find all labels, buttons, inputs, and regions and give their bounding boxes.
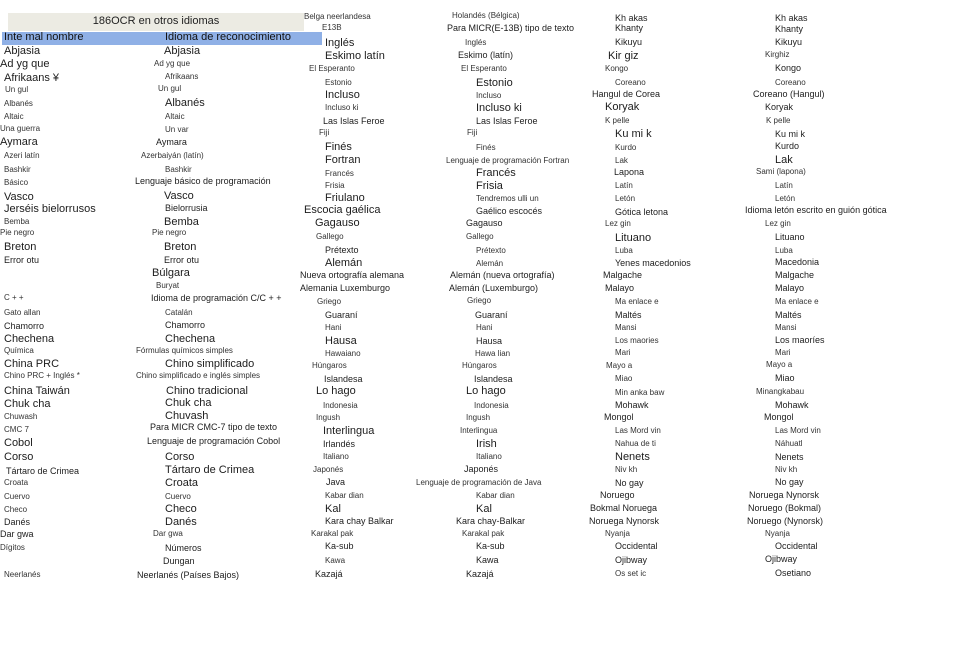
list-item: Kazajá — [315, 569, 343, 579]
list-item: Lenguaje de programación Cobol — [147, 436, 281, 446]
list-item: Kikuyu — [615, 37, 643, 47]
list-item: Corso — [165, 451, 195, 463]
table-header-row — [2, 32, 322, 45]
list-item: Ma enlace e — [775, 297, 819, 306]
list-item: Checo — [165, 503, 197, 515]
list-item: El Esperanto — [309, 64, 355, 73]
list-item: Para MICR CMC-7 tipo de texto — [150, 422, 278, 432]
list-item: Chino PRC + Inglés * — [4, 371, 80, 380]
list-item: Kurdo — [615, 143, 637, 152]
list-item: Chamorro — [4, 321, 45, 331]
list-item: Malayo — [605, 283, 635, 293]
list-item: Ojibway — [615, 555, 648, 565]
list-item: Lez gin — [605, 219, 631, 228]
list-item: Fórmulas químicos simples — [136, 346, 233, 355]
list-item: Noruego — [600, 490, 635, 500]
list-item: E13B — [322, 23, 342, 32]
list-item: Coreano — [615, 78, 646, 87]
list-item: C + + — [4, 293, 24, 302]
list-item: Chino simplificado — [165, 358, 255, 370]
list-item: Alemán (nueva ortografía) — [450, 270, 555, 280]
list-item: China PRC — [4, 358, 60, 370]
list-item: Bokmal Noruega — [590, 503, 658, 513]
list-item: Gagauso — [315, 217, 360, 229]
list-item: Tendremos ulli un — [476, 194, 539, 203]
list-item: CMC 7 — [4, 425, 29, 434]
list-item: Maltés — [615, 310, 642, 320]
list-item: Irlandés — [323, 439, 356, 449]
list-item: No gay — [615, 478, 644, 488]
list-item: Noruega Nynorsk — [749, 490, 820, 500]
list-item: Ka-sub — [476, 541, 505, 551]
list-item: Luba — [775, 246, 793, 255]
list-item: Un gul — [158, 84, 182, 93]
list-item: Jerséis bielorrusos — [4, 203, 96, 215]
list-item: Interlingua — [460, 426, 498, 435]
list-item: Neerlanés (Países Bajos) — [137, 570, 240, 580]
list-item: Lak — [775, 154, 793, 166]
list-item: Yenes macedonios — [615, 258, 691, 268]
list-item: Mayo a — [606, 361, 633, 370]
list-item: Incluso ki — [476, 102, 522, 114]
list-item: Interlingua — [323, 425, 375, 437]
list-item: Kawa — [476, 555, 499, 565]
list-item: Lenguaje básico de programación — [135, 176, 271, 186]
list-item: Frisia — [476, 180, 503, 192]
list-item: Dar gwa — [0, 529, 34, 539]
list-item: Nueva ortografía alemana — [300, 270, 405, 280]
list-item: Mari — [775, 348, 791, 357]
list-item: Lituano — [615, 232, 652, 244]
list-item: Nyanja — [605, 529, 630, 538]
list-item: Gallego — [466, 232, 494, 241]
list-item: K pelle — [605, 116, 630, 125]
list-item: Gaélico escocés — [476, 206, 543, 216]
list-item: Un var — [165, 125, 189, 134]
list-item: Náhuatl — [775, 439, 803, 448]
list-item: Error otu — [4, 255, 40, 265]
list-item: Eskimo latín — [325, 50, 385, 62]
list-item: Mayo a — [766, 360, 793, 369]
list-item: Lituano — [775, 232, 805, 242]
list-item: Tártaro de Crimea — [165, 464, 255, 476]
list-item: Prétexto — [476, 246, 506, 255]
list-item: Kawa — [325, 556, 346, 565]
list-item: Gagauso — [466, 218, 503, 228]
table-title: 186OCR en otros idiomas — [92, 15, 220, 27]
list-item: Una guerra — [0, 124, 41, 133]
list-item: Bashkir — [4, 165, 31, 174]
list-item: Chino simplificado e inglés simples — [136, 371, 261, 380]
list-item: Latín — [775, 181, 793, 190]
list-item: Min anka baw — [615, 388, 665, 397]
list-item: Mohawk — [615, 400, 649, 410]
list-item: Islandesa — [324, 374, 363, 384]
list-item: Breton — [164, 241, 197, 253]
list-item: Ma enlace e — [615, 297, 659, 306]
list-item: Coreano (Hangul) — [753, 89, 825, 99]
list-item: Números — [165, 543, 202, 553]
list-item: Karakal pak — [311, 529, 354, 538]
list-item: Kara chay-Balkar — [456, 516, 526, 526]
list-item: Latín — [615, 181, 633, 190]
list-item: Cobol — [4, 437, 33, 449]
list-item: Bielorrusia — [165, 203, 208, 213]
list-item: Gótica letona — [615, 207, 669, 217]
list-item: Kongo — [605, 64, 629, 73]
list-item: Mari — [615, 348, 631, 357]
list-item: Guaraní — [325, 310, 358, 320]
list-item: Khanty — [775, 24, 804, 34]
list-item: China Taiwán — [4, 385, 70, 397]
list-item: Kh akas — [775, 13, 808, 23]
list-item: Mansi — [615, 323, 637, 332]
list-item: Estonio — [476, 77, 513, 89]
header-wrong-name: Inte mal nombre — [4, 31, 84, 43]
list-item: Friulano — [325, 192, 365, 204]
list-item: Altaic — [165, 112, 185, 121]
list-item: Para MICR(E-13B) tipo de texto — [447, 23, 575, 33]
list-item: Alemán (Luxemburgo) — [449, 283, 539, 293]
list-item: Alemán — [476, 259, 504, 268]
header-recognition-language: Idioma de reconocimiento — [165, 31, 291, 43]
list-item: Las Mord vin — [775, 426, 821, 435]
list-item: Italiano — [323, 452, 349, 461]
list-item: Chuwash — [4, 412, 38, 421]
list-item: Bemba — [4, 217, 30, 226]
list-item: Miao — [775, 373, 795, 383]
list-item: Buryat — [156, 281, 180, 290]
list-item: Abjasia — [4, 45, 41, 57]
list-item: Pie negro — [0, 228, 35, 237]
list-item: Noruega Nynorsk — [589, 516, 660, 526]
list-item: Malgache — [603, 270, 643, 280]
list-item: Búlgara — [152, 267, 190, 279]
list-item: Dígitos — [0, 543, 25, 552]
list-item: Ingush — [466, 413, 491, 422]
list-item: Noruego (Nynorsk) — [747, 516, 824, 526]
list-item: Chuk cha — [4, 398, 51, 410]
list-item: Lapona — [614, 167, 645, 177]
list-item: Letón — [615, 194, 636, 203]
list-item: Francés — [325, 169, 354, 178]
list-item: Dungan — [163, 556, 195, 566]
list-item: Chuvash — [165, 410, 209, 422]
list-item: Química — [4, 346, 34, 355]
list-item: Osetiano — [775, 568, 812, 578]
list-item: Kir giz — [608, 50, 639, 62]
list-item: Bashkir — [165, 165, 192, 174]
list-item: Danés — [165, 516, 197, 528]
list-item: Kal — [476, 503, 492, 515]
list-item: Básico — [4, 178, 29, 187]
list-item: Ad yg que — [154, 59, 191, 68]
list-item: Luba — [615, 246, 633, 255]
list-item: Os set ic — [615, 569, 647, 578]
list-item: No gay — [775, 477, 804, 487]
list-item: Koryak — [765, 102, 794, 112]
list-item: Indonesia — [474, 401, 509, 410]
list-item: Finés — [325, 141, 352, 153]
list-item: Irish — [476, 438, 497, 450]
list-item: Cuervo — [165, 492, 191, 501]
list-item: Eskimo (latín) — [458, 50, 514, 60]
list-item: Chamorro — [165, 320, 206, 330]
list-item: Hausa — [476, 336, 503, 346]
list-item: Finés — [476, 143, 496, 152]
list-item: El Esperanto — [461, 64, 507, 73]
list-item: Altaic — [4, 112, 24, 121]
list-item: Dar gwa — [153, 529, 183, 538]
list-item: Vasco — [4, 191, 34, 203]
list-item: Incluso — [325, 89, 360, 101]
list-item: Las Mord vin — [615, 426, 661, 435]
list-item: Occidental — [775, 541, 818, 551]
list-item: Indonesia — [323, 401, 358, 410]
list-item: Húngaros — [462, 361, 497, 370]
list-item: Croata — [165, 477, 199, 489]
list-item: Hani — [476, 323, 493, 332]
list-item: Khanty — [615, 23, 644, 33]
list-item: Prétexto — [325, 245, 359, 255]
list-item: Ku mi k — [775, 129, 806, 139]
list-item: Niv kh — [775, 465, 798, 474]
list-item: Letón — [775, 194, 796, 203]
list-item: Lak — [615, 156, 628, 165]
list-item: Croata — [4, 478, 29, 487]
list-item: Frisia — [325, 181, 345, 190]
list-item: Los maories — [615, 336, 659, 345]
list-item: Japonés — [313, 465, 344, 474]
list-item: Java — [326, 477, 346, 487]
list-item: Lo hago — [316, 385, 356, 397]
list-item: Fiji — [319, 128, 330, 137]
list-item: Chechena — [165, 333, 216, 345]
list-item: Azeri latín — [4, 151, 40, 160]
list-item: Estonio — [325, 78, 352, 87]
list-item: Gallego — [316, 232, 344, 241]
list-item: Idioma de programación C/C + + — [151, 293, 282, 303]
list-item: Karakal pak — [462, 529, 505, 538]
list-item: Incluso ki — [325, 103, 359, 112]
list-item: Miao — [615, 374, 633, 383]
list-item: Nenets — [775, 452, 804, 462]
list-item: Aymara — [156, 137, 187, 147]
list-item: Islandesa — [474, 374, 513, 384]
list-item: Griego — [467, 296, 492, 305]
list-item: Sami (lapona) — [756, 167, 806, 176]
list-item: Kikuyu — [775, 37, 803, 47]
list-item: Ingush — [316, 413, 341, 422]
list-item: Kal — [325, 503, 341, 515]
list-item: Afrikaans — [165, 72, 199, 81]
list-item: Alemán — [325, 257, 363, 269]
list-item: Ka-sub — [325, 541, 354, 551]
list-item: Lenguaje de programación de Java — [416, 478, 542, 487]
list-item: Minangkabau — [756, 387, 805, 396]
list-item: Lez gin — [765, 219, 791, 228]
list-item: Alemania Luxemburgo — [300, 283, 391, 293]
list-item: Malayo — [775, 283, 805, 293]
list-item: Chechena — [4, 333, 55, 345]
table-title-bar — [8, 13, 304, 31]
list-item: Afrikaans ¥ — [4, 72, 60, 84]
list-item: Hawa lian — [475, 349, 511, 358]
list-item: Inglés — [465, 38, 487, 47]
list-item: Noruego (Bokmal) — [748, 503, 822, 513]
list-item: Koryak — [605, 101, 640, 113]
list-item: Hausa — [325, 335, 357, 347]
list-item: Lo hago — [466, 385, 506, 397]
list-item: Albanés — [165, 97, 205, 109]
list-item: Breton — [4, 241, 37, 253]
list-item: Albanés — [4, 99, 33, 108]
list-item: Nyanja — [765, 529, 790, 538]
list-item: Mansi — [775, 323, 797, 332]
list-item: Coreano — [775, 78, 806, 87]
list-item: Nahua de ti — [615, 439, 656, 448]
list-item: Fortran — [325, 154, 361, 166]
list-item: Hangul de Corea — [592, 89, 661, 99]
list-item: Fiji — [467, 128, 478, 137]
list-item: Niv kh — [615, 465, 638, 474]
list-item: Hawaiano — [325, 349, 361, 358]
list-item: Incluso — [476, 91, 502, 100]
list-item: Catalán — [165, 308, 193, 317]
list-item: Danés — [4, 517, 31, 527]
list-item: Kirghiz — [765, 50, 790, 59]
list-item: Mongol — [764, 412, 794, 422]
list-item: Kh akas — [615, 13, 648, 23]
list-item: Bemba — [164, 216, 199, 228]
list-item: Ku mi k — [615, 128, 652, 140]
list-item: Un gul — [5, 85, 29, 94]
list-item: Checo — [4, 505, 28, 514]
list-item: Las Islas Feroe — [476, 116, 538, 126]
list-item: Macedonia — [775, 257, 820, 267]
list-item: Inglés — [325, 37, 355, 49]
list-item: Guaraní — [475, 310, 508, 320]
list-item: Neerlanés — [4, 570, 41, 579]
list-item: Las Islas Feroe — [323, 116, 385, 126]
list-item: Hani — [325, 323, 342, 332]
list-item: Aymara — [0, 136, 38, 148]
list-item: Griego — [317, 297, 342, 306]
list-item: Ojibway — [765, 554, 798, 564]
list-item: K pelle — [766, 116, 791, 125]
list-item: Idioma letón escrito en guión gótica — [745, 205, 887, 215]
list-item: Azerbaiyán (latín) — [141, 151, 204, 160]
list-item: Kazajá — [466, 569, 494, 579]
list-item: Error otu — [164, 255, 200, 265]
list-item: Nenets — [615, 451, 650, 463]
list-item: Francés — [476, 167, 516, 179]
list-item: Kurdo — [775, 141, 800, 151]
list-item: Maltés — [775, 310, 802, 320]
list-item: Corso — [4, 451, 34, 463]
list-item: Tártaro de Crimea — [6, 466, 80, 476]
list-item: Chuk cha — [165, 397, 212, 409]
list-item: Pie negro — [152, 228, 187, 237]
list-item: Húngaros — [312, 361, 347, 370]
list-item: Holandés (Bélgica) — [452, 11, 520, 20]
list-item: Japonés — [464, 464, 499, 474]
list-item: Kongo — [775, 63, 802, 73]
list-item: Occidental — [615, 541, 658, 551]
list-item: Italiano — [476, 452, 502, 461]
list-item: Kabar dian — [476, 491, 515, 500]
list-item: Lenguaje de programación Fortran — [446, 156, 570, 165]
list-item: Los maoríes — [775, 335, 825, 345]
list-item: Ad yg que — [0, 58, 50, 70]
list-item: Mongol — [604, 412, 634, 422]
list-item: Abjasia — [164, 45, 201, 57]
list-item: Belga neerlandesa — [304, 12, 371, 21]
list-item: Escocia gaélica — [304, 204, 381, 216]
list-item: Gato allan — [4, 308, 41, 317]
list-item: Chino tradicional — [166, 385, 248, 397]
list-item: Kabar dian — [325, 491, 364, 500]
list-item: Kara chay Balkar — [325, 516, 394, 526]
list-item: Mohawk — [775, 400, 809, 410]
list-item: Malgache — [775, 270, 815, 280]
list-item: Vasco — [164, 190, 194, 202]
list-item: Cuervo — [4, 492, 30, 501]
